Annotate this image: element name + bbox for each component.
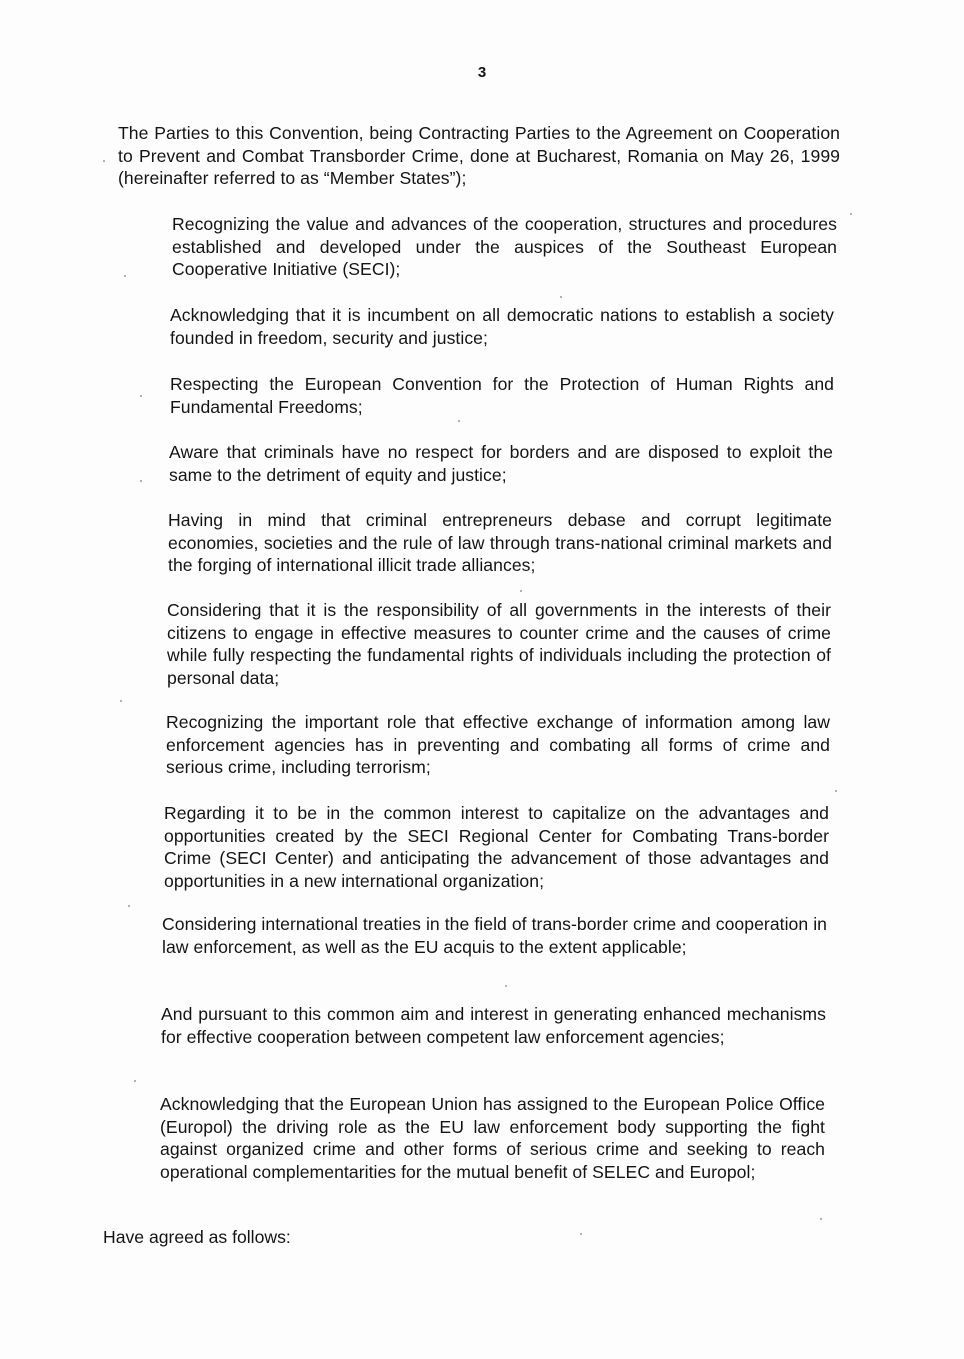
- closing-statement: Have agreed as follows:: [103, 1227, 291, 1247]
- intro-paragraph: The Parties to this Convention, being Contracting Parties to the Agreement on Cooperation to Prevent and Combat Transborder Crime, done at Bucharest, Romania on May 26, 1999 (hereinafter referred to as “Member States”);: [118, 123, 840, 188]
- recital-paragraph: Regarding it to be in the common interest to capitalize on the advantages and opportunities created by the SECI Regional Center for Combating Trans-border Crime (SECI Center) and anticipating the advancement of those advantages and opportunities in a new international organization;: [164, 803, 829, 891]
- recital-paragraph: Aware that criminals have no respect for borders and are disposed to exploit the same to the detriment of equity and justice;: [169, 442, 833, 485]
- recital-paragraph: Acknowledging that the European Union has assigned to the European Police Office (Europol) the driving role as the EU law enforcement body supporting the fight against organized crime and other forms of serious crime and seeking to reach operational complementarities for the mutual benefit of SELEC and Europol;: [160, 1094, 825, 1182]
- recital-paragraph: Considering that it is the responsibility of all governments in the interests of their citizens to engage in effective measures to counter crime and the causes of crime while fully respecting the fundamental rights of individuals including the protection of personal data;: [167, 600, 831, 688]
- recital-paragraph: Considering international treaties in the field of trans-border crime and cooperation in law enforcement, as well as the EU acquis to the extent applicable;: [162, 914, 827, 957]
- recital-paragraph: Recognizing the value and advances of the cooperation, structures and procedures established and developed under the auspices of the Southeast European Cooperative Initiative (SECI);: [172, 214, 837, 279]
- recital-paragraph: Respecting the European Convention for the Protection of Human Rights and Fundamental Freedoms;: [170, 374, 834, 417]
- recital-paragraph: And pursuant to this common aim and interest in generating enhanced mechanisms for effective cooperation between competent law enforcement agencies;: [161, 1004, 826, 1047]
- recital-paragraph: Acknowledging that it is incumbent on all democratic nations to establish a society founded in freedom, security and justice;: [170, 305, 834, 348]
- recital-paragraph: Having in mind that criminal entrepreneurs debase and corrupt legitimate economies, societies and the rule of law through trans-national criminal markets and the forging of international illicit trade alliances;: [168, 510, 832, 575]
- recital-paragraph: Recognizing the important role that effective exchange of information among law enforcement agencies has in preventing and combating all forms of crime and serious crime, including terrorism;: [166, 712, 830, 777]
- page-number: 3: [477, 64, 487, 81]
